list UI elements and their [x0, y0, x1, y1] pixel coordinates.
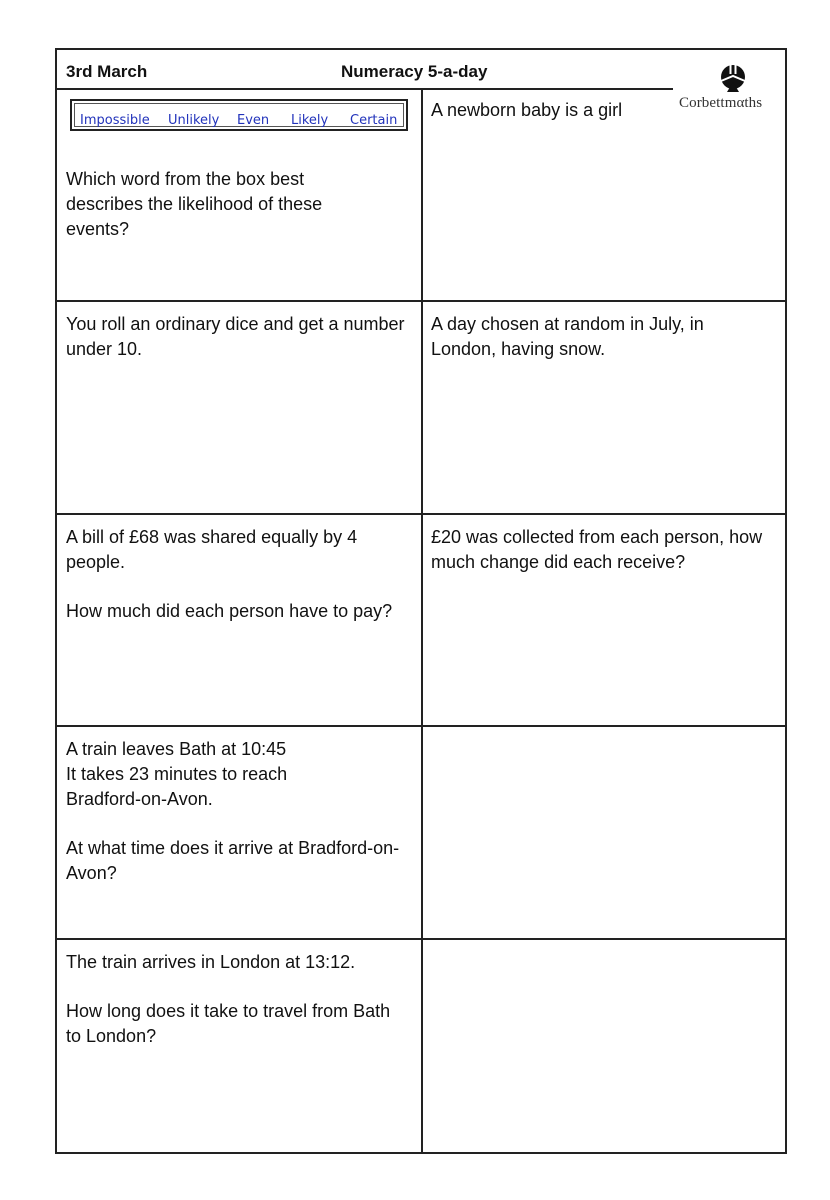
question-text: You roll an ordinary dice and get a number under 10.	[66, 314, 405, 359]
question-text: Which word from the box best describes the likelihood of these events?	[66, 169, 323, 239]
word-unlikely: Unlikely	[168, 113, 220, 128]
answer-cell-empty	[423, 727, 787, 938]
question-cell-8	[57, 940, 421, 1152]
question-cell-5	[57, 515, 421, 725]
question-cell-2	[423, 88, 787, 300]
question-text: A newborn baby is a girl	[431, 100, 623, 120]
worksheet-date: 3rd March	[66, 62, 148, 81]
question-cell-7	[57, 727, 421, 938]
likelihood-word-box	[70, 99, 408, 131]
question-text: A train leaves Bath at 10:45	[66, 739, 287, 759]
question-grid	[55, 88, 787, 1154]
question-text: The train arrives in London at 13:12.	[66, 952, 356, 972]
question-text: A day chosen at random in July, in London, having snow.	[431, 314, 704, 359]
question-cell-4	[423, 302, 787, 513]
question-cell-6	[423, 515, 787, 725]
word-likely: Likely	[291, 113, 329, 128]
word-impossible: Impossible	[80, 113, 150, 128]
question-text: A bill of £68 was shared equally by 4 people.	[66, 527, 358, 572]
logo-wordmark: Corbettmαths	[679, 95, 763, 111]
worksheet-title: Numeracy 5-a-day	[341, 62, 488, 81]
word-certain: Certain	[350, 113, 398, 128]
question-text: At what time does it arrive at Bradford-on-Avon?	[66, 838, 400, 883]
question-text: How much did each person have to pay?	[66, 601, 393, 621]
question-cell-3	[57, 302, 421, 513]
word-even: Even	[237, 113, 270, 128]
worksheet	[55, 48, 787, 1154]
question-text: It takes 23 minutes to reach Bradford-on-Avon.	[66, 764, 288, 809]
answer-cell-empty	[423, 940, 787, 1152]
question-cell-1	[57, 88, 421, 300]
question-text: How long does it take to travel from Bath to London?	[66, 1001, 391, 1046]
question-text: £20 was collected from each person, how much change did each receive?	[431, 527, 763, 572]
